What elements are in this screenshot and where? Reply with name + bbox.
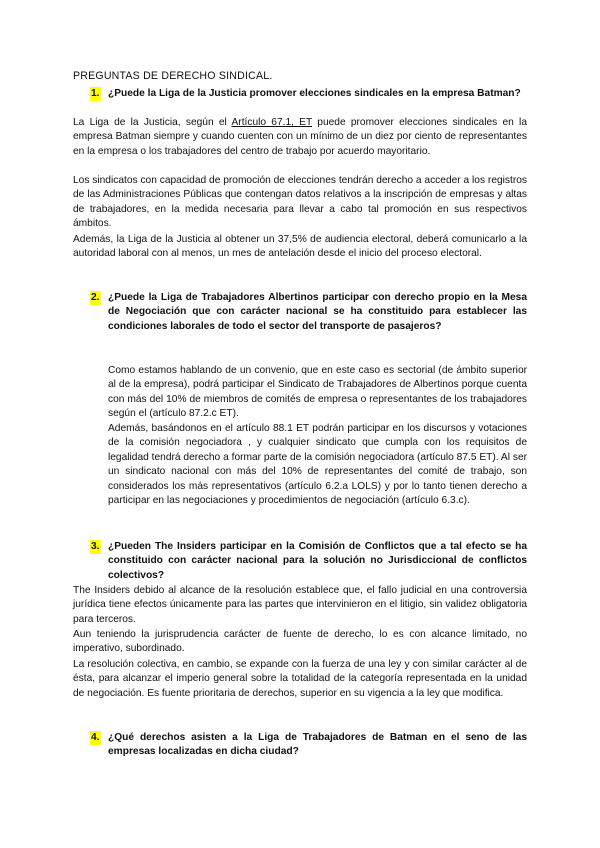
answer-1-text-post: puede promover elecciones sindicales en la empresa Batman siempre y cuando cuenten con un mínimo de un diez por ciento de representantes en la empresa o los trabajadores del centro de trabajo por acuerdo mayoritario. [73,117,527,157]
answer-1-paragraph-2: Los sindicatos con capacidad de promoción de elecciones tendrán derecho a acceder a los registros de las Administraciones Públicas que contengan datos relativos a la inscripción de empresas y altas de trabajadores, en la medida necesaria para llevar a cabo tal promoción en sus respectivos ámbitos. [73,175,527,230]
answer-1-text-pre: La Liga de la Justicia, según el [73,117,232,128]
answer-3-paragraph-3: La resolución colectiva, en cambio, se expande con la fuerza de una ley y con similar carácter al de ésta, para alcanzar el imperio general sobre la totalidad de la categoría representada en la unidad de negociación. Es fuente prioritaria de derechos, superior en su vigencia a la ley que modifica. [73,659,527,699]
answer-2-paragraph-2: Además, basándonos en el artículo 88.1 ET podrán participar en los discursos y votaciones de la comisión negociadora , y cualquier sindicato que cumpla con los requisitos de legalidad tendrá derecho a formar parte de la comisión negociadora (artículo 87.5 ET). Al ser un sindicato nacional con más del 10% de representantes del comité de trabajo, son considerados los más representativos (artículo 6.2.a LOLS) y por lo tanto tienen derecho a participar en las negociaciones y procedimientos de negociación (artículo 6.3.c). [108,423,527,507]
question-3-number: 3. [90,540,101,554]
document-title: PREGUNTAS DE DERECHO SINDICAL. [73,70,273,82]
question-1-text: ¿Puede la Liga de la Justicia promover elecciones sindicales en la empresa Batman? [108,88,521,99]
question-4-number: 4. [90,731,101,745]
answer-3-paragraph-1: The Insiders debido al alcance de la resolución establece que, el fallo judicial en una controversia jurídica tiene efectos únicamente para las partes que intervinieron en el litigio, sin validez obligatoria para terceros. [73,585,527,625]
answer-1-paragraph-1 [73,116,527,159]
question-1-number: 1. [90,87,101,101]
answer-3-paragraph-2: Aun teniendo la jurisprudencia carácter de fuente de derecho, lo es con alcance limitado, no imperativo, subordinado. [73,629,527,655]
article-67-link[interactable]: Artículo 67.1, ET [231,117,313,128]
answer-1-paragraph-3: Además, la Liga de la Justicia al obtener un 37,5% de audiencia electoral, deberá comunicarlo a la autoridad laboral con al menos, un mes de antelación desde el inicio del proceso electoral. [73,234,527,260]
question-4-text: ¿Qué derechos asisten a la Liga de Trabajadores de Batman en el seno de las empresas localizadas en dicha ciudad? [108,732,527,758]
answer-2-paragraph-1: Como estamos hablando de un convenio, que en este caso es sectorial (de ámbito superior al de la empresa), podrá participar el Sindicato de Trabajadores de Albertinos porque cuenta con más del 10% de miembros de comités de empresa o representantes de los trabajadores según el (artículo 87.2.c ET). [108,365,527,420]
question-3-text: ¿Pueden The Insiders participar en la Comisión de Conflictos que a tal efecto se ha constituido con carácter nacional para la solución no Jurisdiccional de conflictos colectivos? [108,541,527,581]
question-2-number: 2. [90,291,101,305]
question-2-text: ¿Puede la Liga de Trabajadores Albertinos participar con derecho propio en la Mesa de Negociación que con carácter nacional se ha constituido para establecer las condiciones laborales de todo el sector del transporte de pasajeros? [108,292,527,332]
